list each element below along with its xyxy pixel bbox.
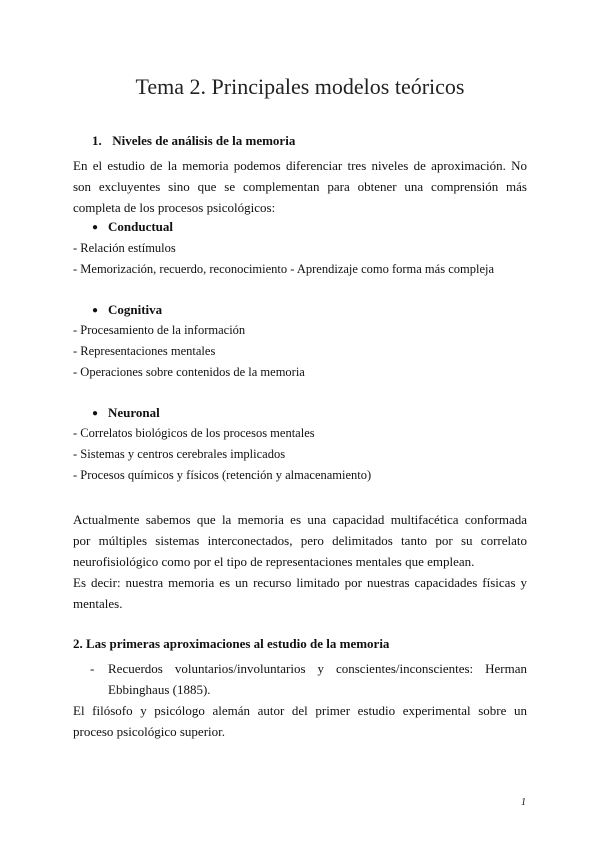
page-number: 1	[521, 797, 526, 808]
dash-marker: -	[90, 661, 95, 676]
level-name: Cognitiva	[108, 302, 163, 317]
summary-line: Es decir: nuestra memoria es un recurso limitado por nuestras capacidades físicas y	[73, 575, 527, 590]
level-conductual-heading	[92, 219, 173, 235]
level-cognitiva-heading	[92, 302, 162, 318]
bullet-icon: ●	[92, 305, 99, 316]
section-2-heading: 2. Las primeras aproximaciones al estudio de la memoria	[73, 636, 390, 651]
intro-line: completa de los procesos psicológicos:	[73, 200, 276, 215]
list-item: - Correlatos biológicos de los procesos mentales	[73, 426, 315, 440]
list-item: - Relación estímulos	[73, 241, 176, 255]
summary-line: Actualmente sabemos que la memoria es una capacidad multifacética conformada	[73, 512, 527, 527]
level-name: Neuronal	[108, 405, 160, 420]
list-item: - Procesamiento de la información	[73, 323, 246, 337]
list-item: - Representaciones mentales	[73, 344, 216, 358]
intro-paragraph	[73, 155, 527, 218]
intro-line: son excluyentes sino que se complementan para obtener una comprensión más	[73, 179, 527, 194]
list-item: - Procesos químicos y físicos (retención y almacenamiento)	[73, 468, 372, 482]
summary-line: mentales.	[73, 596, 123, 611]
section-1-heading-text: Niveles de análisis de la memoria	[112, 133, 296, 148]
paragraph-line: El filósofo y psicólogo alemán autor del primer estudio experimental sobre un	[73, 703, 527, 718]
intro-line: En el estudio de la memoria podemos diferenciar tres niveles de aproximación. No	[73, 158, 527, 173]
summary-paragraph	[73, 509, 527, 614]
summary-line: por múltiples sistemas interconectados, pero delimitados tanto por su correlato	[73, 533, 527, 548]
page-title: Tema 2. Principales modelos teóricos	[135, 74, 465, 99]
list-item-line: Recuerdos voluntarios/involuntarios y conscientes/inconscientes: Herman	[108, 661, 527, 676]
bullet-icon: ●	[92, 222, 99, 233]
paragraph-line: proceso psicológico superior.	[73, 724, 225, 739]
summary-line: neurofisiológico como por el tipo de representaciones mentales que emplean.	[73, 554, 475, 569]
list-item: - Sistemas y centros cerebrales implicados	[73, 447, 286, 461]
section-2-list-item	[90, 658, 527, 700]
level-name: Conductual	[108, 219, 174, 234]
section-1-number: 1.	[92, 133, 102, 148]
section-1-heading	[92, 133, 295, 149]
list-item: - Memorización, recuerdo, reconocimiento - Aprendizaje como forma más compleja	[73, 262, 495, 276]
list-item: - Operaciones sobre contenidos de la memoria	[73, 365, 305, 379]
bullet-icon: ●	[92, 408, 99, 419]
section-2-paragraph	[73, 700, 527, 742]
level-neuronal-heading	[92, 405, 160, 421]
list-item-line: Ebbinghaus (1885).	[108, 682, 211, 697]
